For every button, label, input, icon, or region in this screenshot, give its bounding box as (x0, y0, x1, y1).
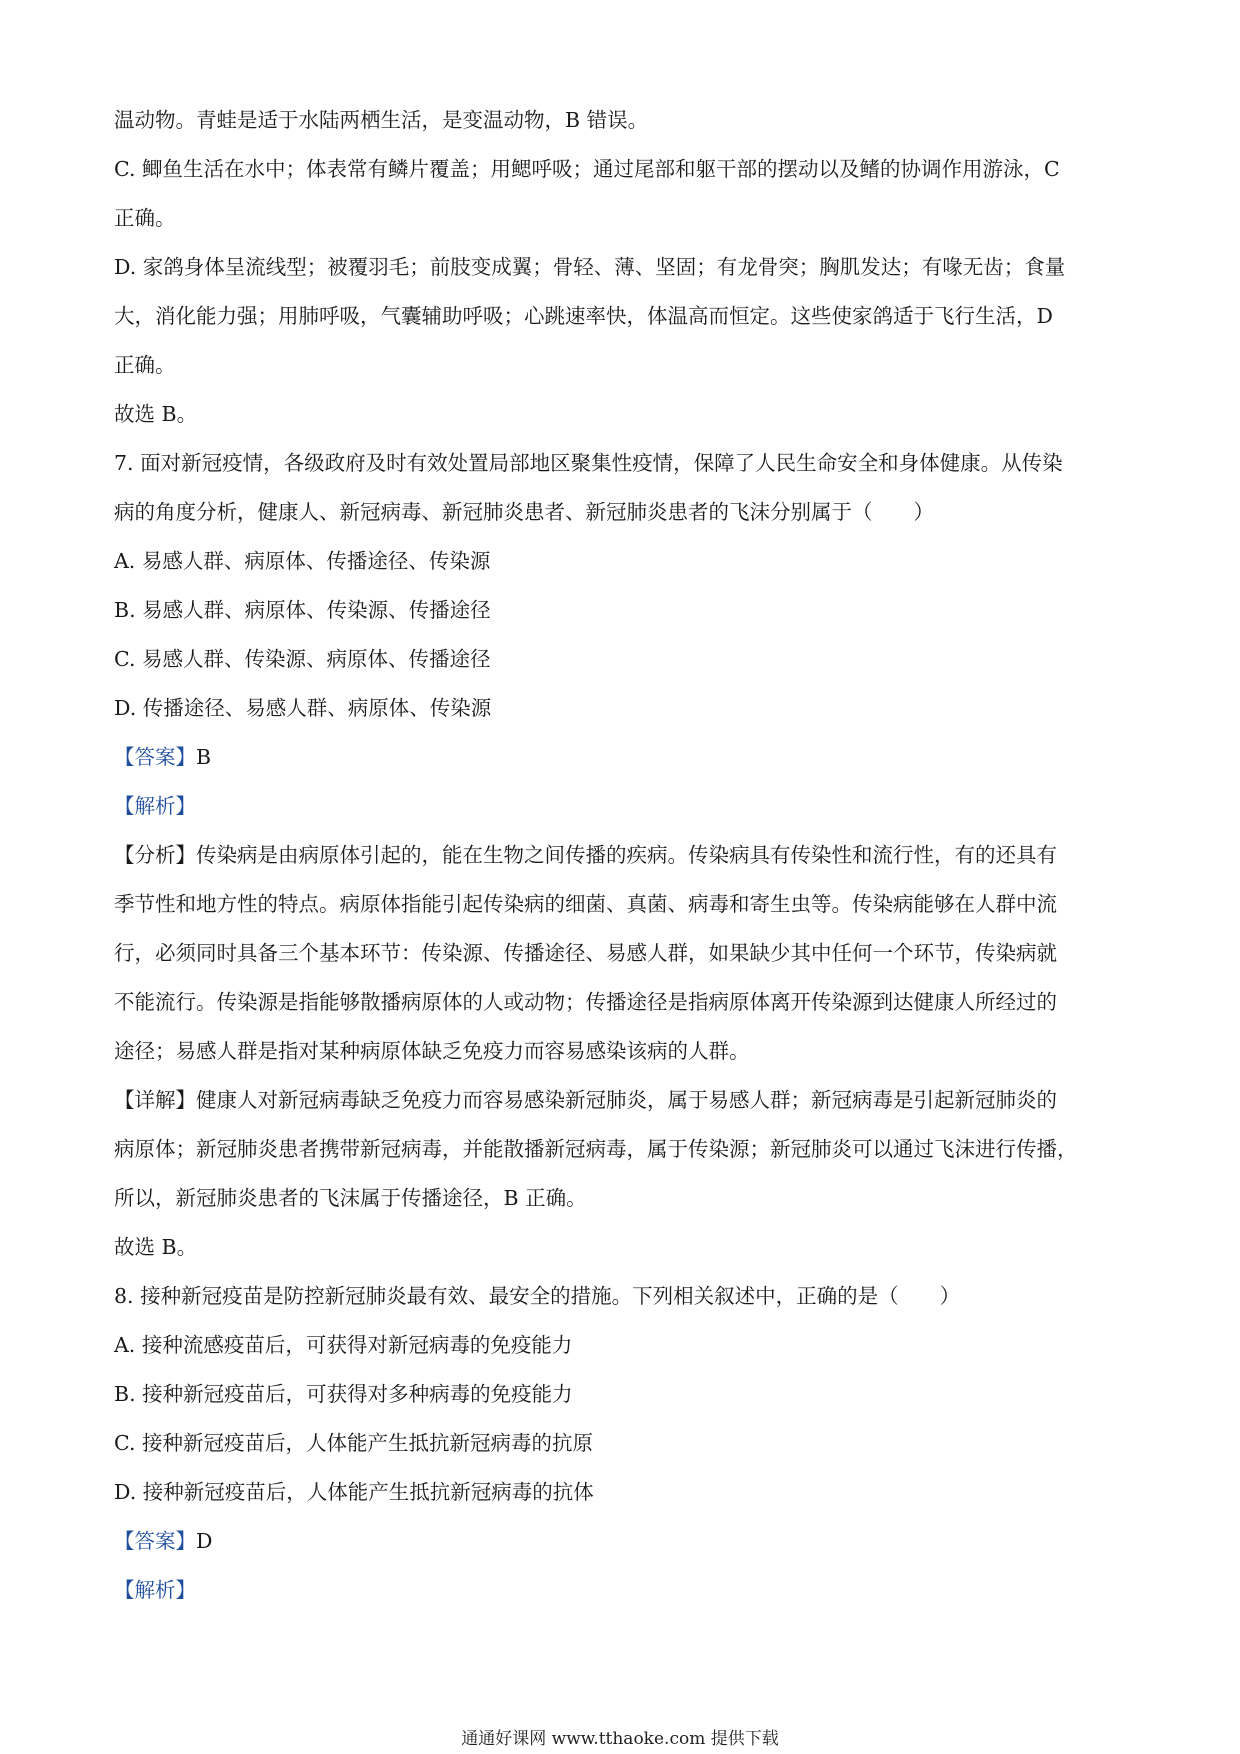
xiangjie-tag: 【详解】 (114, 1088, 196, 1112)
text-line: 温动物。青蛙是适于水陆两栖生活，是变温动物，B 错误。 (114, 108, 649, 132)
question-7-answer (114, 733, 1130, 782)
fenxi-line: 季节性和地方性的特点。病原体指能引起传染病的细菌、真菌、病毒和寄生虫等。传染病能够在人群中流 (114, 892, 1057, 916)
fenxi-text: 传染病是由病原体引起的，能在生物之间传播的疾病。传染病具有传染性和流行性，有的还具有 (196, 843, 1057, 867)
text-line: 故选 B。 (114, 402, 198, 426)
text-line: 大，消化能力强；用肺呼吸，气囊辅助呼吸；心跳速率快，体温高而恒定。这些使家鸽适于飞行生活，D (114, 304, 1053, 328)
answer-value: B (196, 745, 212, 769)
question-8-option-d: D. 接种新冠疫苗后，人体能产生抵抗新冠病毒的抗体 (114, 1480, 594, 1504)
fenxi-line (114, 831, 1130, 880)
question-7-stem: 病的角度分析，健康人、新冠病毒、新冠肺炎患者、新冠肺炎患者的飞沫分别属于（ ） (114, 500, 934, 524)
document-body (114, 96, 1130, 1615)
text-line: 正确。 (114, 353, 176, 377)
answer-value: D (196, 1529, 213, 1553)
fenxi-line: 行，必须同时具备三个基本环节：传染源、传播途径、易感人群，如果缺少其中任何一个环节，传染病就 (114, 941, 1057, 965)
answer-tag: 【答案】 (114, 1529, 196, 1553)
question-8-stem: 8. 接种新冠疫苗是防控新冠肺炎最有效、最安全的措施。下列相关叙述中，正确的是（ ） (114, 1284, 961, 1308)
xiangjie-line: 病原体；新冠肺炎患者携带新冠病毒，并能散播新冠病毒，属于传染源；新冠肺炎可以通过飞沫进行传播， (114, 1137, 1078, 1161)
answer-tag: 【答案】 (114, 745, 196, 769)
xiangjie-line: 所以，新冠肺炎患者的飞沫属于传播途径，B 正确。 (114, 1186, 587, 1210)
question-8-option-a: A. 接种流感疫苗后，可获得对新冠病毒的免疫能力 (114, 1333, 573, 1357)
fenxi-line: 途径；易感人群是指对某种病原体缺乏免疫力而容易感染该病的人群。 (114, 1039, 750, 1063)
question-8-answer (114, 1517, 1130, 1566)
question-7-option-c: C. 易感人群、传染源、病原体、传播途径 (114, 647, 491, 671)
question-7-option-b: B. 易感人群、病原体、传染源、传播途径 (114, 598, 491, 622)
fenxi-tag: 【分析】 (114, 843, 196, 867)
question-8-option-c: C. 接种新冠疫苗后，人体能产生抵抗新冠病毒的抗原 (114, 1431, 593, 1455)
xiangjie-line (114, 1076, 1130, 1125)
text-line: C. 鲫鱼生活在水中；体表常有鳞片覆盖；用鳃呼吸；通过尾部和躯干部的摆动以及鳍的协调作用游泳，C (114, 157, 1060, 181)
page-footer: 通通好课网 www.tthaoke.com 提供下载 (461, 1729, 779, 1749)
question-7-option-a: A. 易感人群、病原体、传播途径、传染源 (114, 549, 491, 573)
question-7-conclusion: 故选 B。 (114, 1235, 198, 1259)
analysis-tag: 【解析】 (114, 794, 196, 818)
text-line: 正确。 (114, 206, 176, 230)
question-8-option-b: B. 接种新冠疫苗后，可获得对多种病毒的免疫能力 (114, 1382, 573, 1406)
question-7-stem: 7. 面对新冠疫情，各级政府及时有效处置局部地区聚集性疫情，保障了人民生命安全和身体健康。从传染 (114, 451, 1063, 475)
fenxi-line: 不能流行。传染源是指能够散播病原体的人或动物；传播途径是指病原体离开传染源到达健康人所经过的 (114, 990, 1057, 1014)
analysis-tag: 【解析】 (114, 1578, 196, 1602)
question-7-option-d: D. 传播途径、易感人群、病原体、传染源 (114, 696, 492, 720)
text-line: D. 家鸽身体呈流线型；被覆羽毛；前肢变成翼；骨轻、薄、坚固；有龙骨突；胸肌发达；有喙无齿；食量 (114, 255, 1066, 279)
xiangjie-text: 健康人对新冠病毒缺乏免疫力而容易感染新冠肺炎，属于易感人群；新冠病毒是引起新冠肺炎的 (196, 1088, 1057, 1112)
